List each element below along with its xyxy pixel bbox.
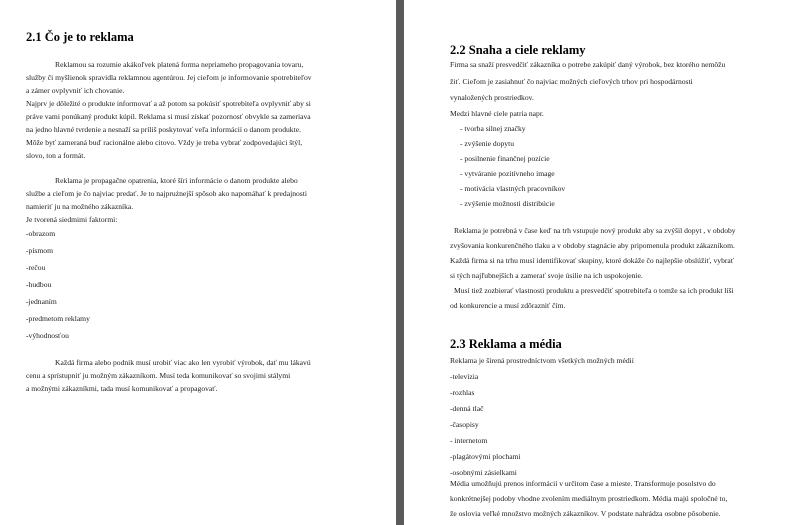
- text-line: cenu a sprístupniť ju možným zákazníkom. Musí teda komunikovať so svojimi stálymi: [26, 371, 291, 380]
- list-item: -plagátovými plochami: [450, 452, 521, 461]
- text-line: namieriť ju na možného zákazníka.: [26, 202, 134, 211]
- text-line: Reklama je propagačne opatrenia, ktoré šíri informácie o danom produkte alebo: [55, 176, 298, 185]
- text-line: Môže byť zameraná buď racionálne alebo citovo. Vždy je treba vybrať zodpovedajúci štýl,: [26, 138, 303, 147]
- text-line: Každá firma si na trhu musí identifikovať skupiny, ktoré dokáže čo najlepšie obslúžiť, vybrať: [450, 256, 735, 265]
- list-item: -osobnými zásielkami: [450, 468, 517, 477]
- text-line: službe a cieľom je čo najviac predať. Je to najprużnejší spôsob ako napomáhať k predajnosti: [26, 189, 307, 198]
- document-page-right: [404, 0, 800, 525]
- text-line: žiť. Cieľom je zasiahnuť čo najviac možných cieľových trhov pri hospodárnosti: [450, 77, 693, 86]
- list-item: -časopisy: [450, 420, 479, 429]
- list-item: -jednaním: [26, 297, 57, 306]
- text-line: Reklamou sa rozumie akákoľvek platená forma nepriameho propagovania tovaru,: [55, 60, 304, 69]
- text-line: služby či myšlienok spravidla reklamnou agentúrou. Jej cieľom je informovanie spotrebiteľov: [26, 73, 312, 82]
- list-item: -písmom: [26, 246, 54, 255]
- page-gutter: [396, 0, 404, 525]
- section-heading-2-3: 2.3 Reklama a média: [450, 337, 562, 351]
- text-line: Média umožňujú prenos informácií v určitom čase a mieste. Transformuje posolstvo do: [450, 479, 716, 488]
- text-line: a zámer ovplyvniť ich chovanie.: [26, 86, 125, 95]
- text-line: práve vami ponúkaný produkt kúpil. Reklama si musí získať pozornosť obvykle sa zameriava: [26, 112, 311, 121]
- list-item: -predmetom reklamy: [26, 314, 90, 323]
- list-item: - internetom: [450, 436, 488, 445]
- list-item: -hudbou: [26, 280, 52, 289]
- list-item: - posilnenie finančnej pozície: [460, 154, 550, 163]
- list-item: -obrazom: [26, 229, 56, 238]
- text-line: na jedno hlavné tvrdenie a nesnaží sa príliš poskytovať veľa informácií o danom produkte.: [26, 125, 301, 134]
- list-item: - motivácia vlastných pracovníkov: [460, 184, 566, 193]
- text-line: vynaložených prostriedkov.: [450, 93, 534, 102]
- list-item: - zvýšenie možnosti distribúcie: [460, 199, 555, 208]
- text-line: Reklama je šírená prostredníctvom všetkých možných médií: [450, 356, 634, 365]
- list-item: -rozhlas: [450, 388, 475, 397]
- text-line: a možnými zákazníkmi, tada musí komunikovať a propagovať.: [26, 384, 218, 393]
- section-heading-2-1: 2.1 Čo je to reklama: [26, 30, 134, 44]
- text-line: od konkurencie a musí zdôrazniť čím.: [450, 301, 566, 310]
- text-line: Musí tiež zozbierať vlastnosti produktu a presvedčiť spotrebiteľa o tomže sa ich produkt líši: [454, 286, 734, 295]
- text-line: konkrétnejšej podoby vhodne zvolením mediálnym prostriedkom. Média majú spoločné to,: [450, 494, 728, 503]
- list-item: -televízia: [450, 372, 479, 381]
- text-line: Každá firma alebo podnik musí urobiť viac ako len vyrobiť výrobok, dať mu lákavú: [55, 358, 311, 367]
- text-line: Reklama je potrebná v čase keď na trh vstupuje nový produkt aby sa zvýšil dopyt , v obdoby: [454, 226, 736, 235]
- text-line: si tých najľubnejších a zamerať svoje úsilie na ich uspokojenie.: [450, 271, 643, 280]
- list-item: -výhodnosťou: [26, 331, 69, 340]
- list-item: - vytváranie pozitívneho image: [460, 169, 555, 178]
- text-line: že oslovia veľké množstvo možných zákazníkov. V podstate nahrádza osobne pôsobenie.: [450, 509, 721, 518]
- text-line: Najprv je dôležité o produkte informovať a až potom sa pokúsiť spotrebiteľa ovplyvniť aby si: [26, 99, 311, 108]
- text-line: Medzi hlavné ciele patria napr.: [450, 109, 544, 118]
- text-line: slovo, ton a formát.: [26, 151, 86, 160]
- text-line: Je tvorená siedmimi faktormi:: [26, 215, 118, 224]
- text-line: zvyšovania konkurenčného tlaku a v obdoby stagnácie aby pripomenula produkt zákazníkom.: [450, 241, 735, 250]
- document-page-left: [0, 0, 396, 525]
- section-heading-2-2: 2.2 Snaha a ciele reklamy: [450, 43, 586, 57]
- list-item: -denná tlač: [450, 404, 484, 413]
- list-item: -rečou: [26, 263, 46, 272]
- list-item: - tvorba silnej značky: [460, 124, 526, 133]
- list-item: - zvýšenie dopytu: [460, 139, 514, 148]
- text-line: Firma sa snaží presvedčiť zákazníka o potrebe zakúpiť daný výrobok, bez ktorého nemôžu: [450, 60, 726, 69]
